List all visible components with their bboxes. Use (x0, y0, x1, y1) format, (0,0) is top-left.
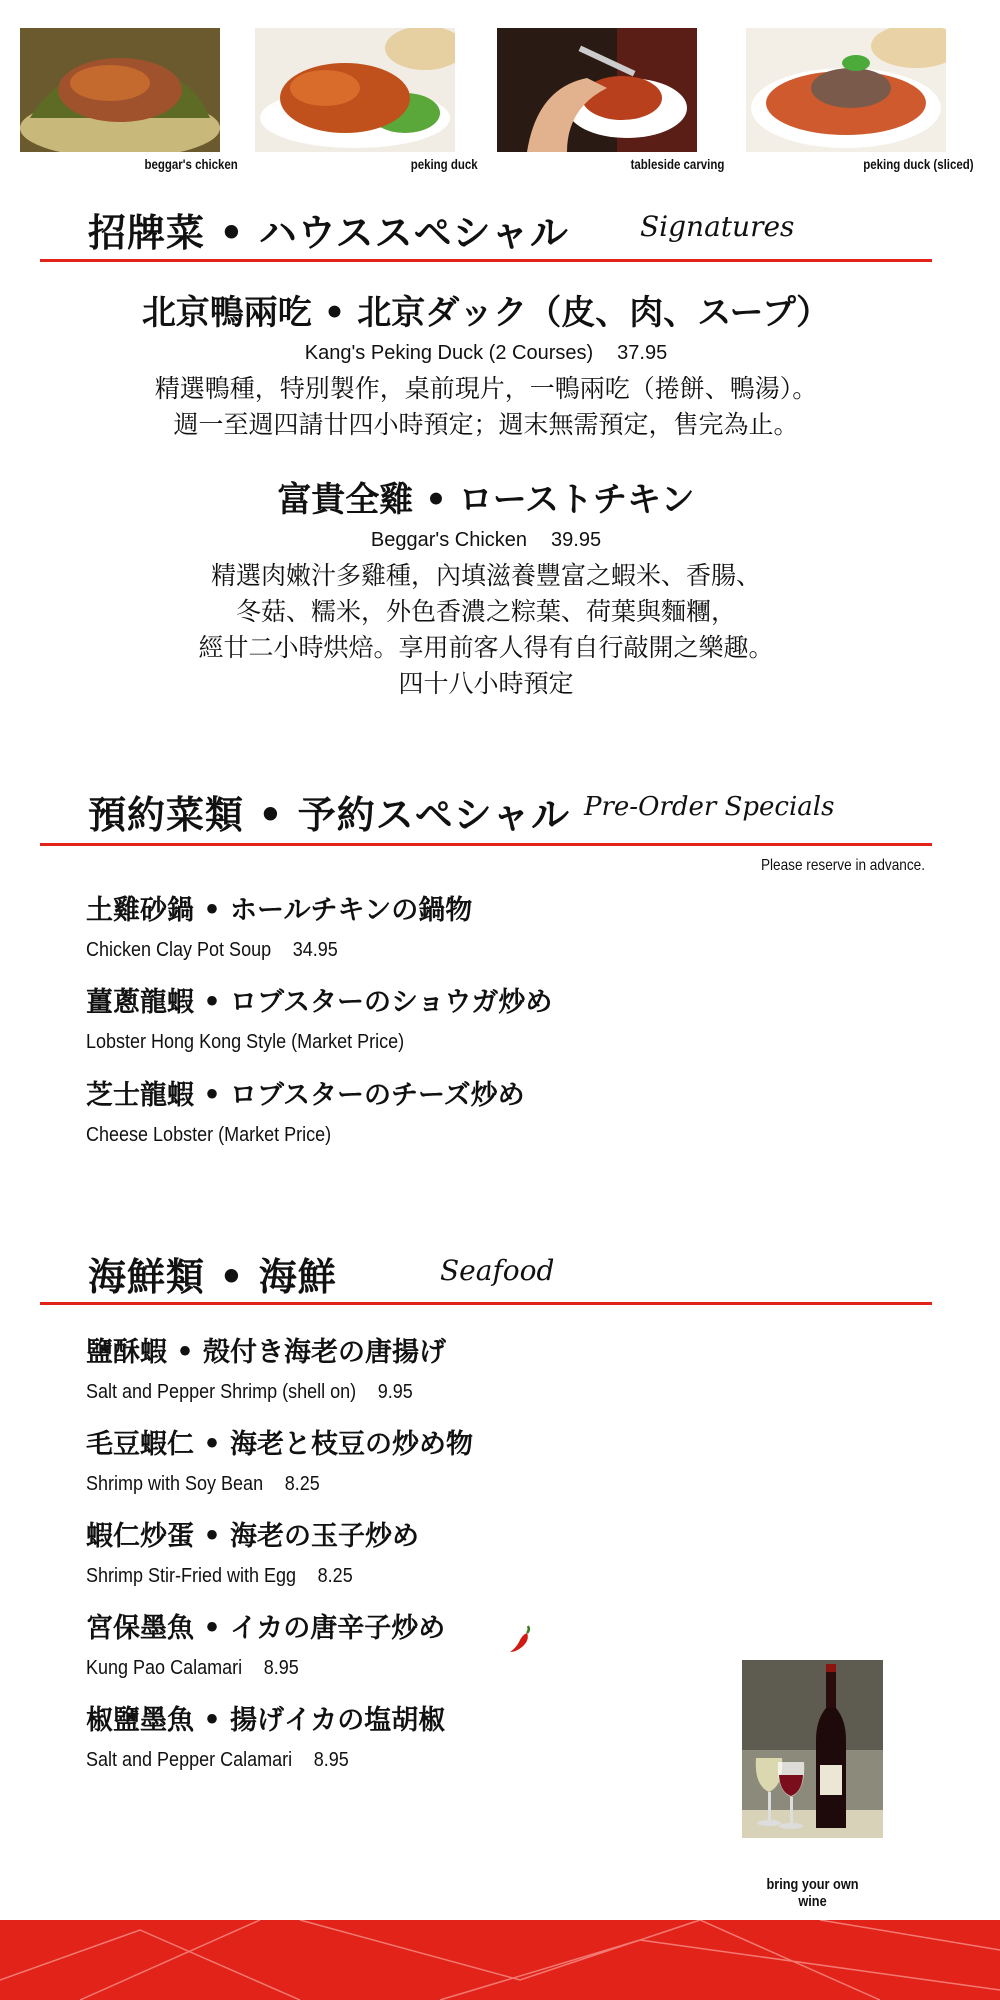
section-title-cn: 招牌菜 • ハウススペシャル (88, 210, 569, 255)
chili-pepper-icon (508, 1624, 534, 1654)
item-name: Salt and Pepper Calamari (86, 1749, 293, 1771)
beggars-chicken-photo (20, 28, 220, 152)
section-title-en: Signatures (640, 210, 795, 243)
menu-item (86, 888, 472, 962)
menu-item (86, 1514, 419, 1588)
menu-dish (40, 285, 932, 443)
item-name-cn: 蝦仁炒蛋 • 海老の玉子炒め (86, 1521, 420, 1552)
photo-caption: beggar's chicken (144, 156, 238, 172)
seafood-heading (88, 1246, 555, 1301)
item-name-en (86, 1749, 409, 1772)
item-name-cn: 土雞砂鍋 • ホールチキンの鍋物 (86, 895, 473, 926)
item-name-en (86, 1031, 506, 1054)
item-name-en (86, 1565, 386, 1588)
item-name-cn: 芝士龍蝦 • ロブスターのチーズ炒め (86, 1080, 525, 1111)
desc-line: 精選鴨種，特別製作，桌前現片，一鴨兩吃（捲餅、鴨湯）。 (154, 374, 818, 403)
dish-description (40, 558, 932, 702)
menu-item (86, 1606, 445, 1680)
item-name: Kung Pao Calamari (86, 1657, 243, 1679)
footer-pattern (0, 1920, 1000, 2000)
dish-name: Kang's Peking Duck (2 Courses) (304, 342, 594, 364)
item-name-cn: 宮保墨魚 • イカの唐辛子炒め (86, 1613, 446, 1644)
photo-row (20, 28, 980, 178)
footer-band (0, 1920, 1000, 2000)
menu-item (86, 1698, 445, 1772)
item-name-en (86, 939, 434, 962)
dish-price: 39.95 (551, 529, 602, 551)
desc-line: 四十八小時預定 (398, 669, 574, 698)
wine-caption: bring your own wine (766, 1876, 859, 1910)
item-name-cn: 毛豆蝦仁 • 海老と枝豆の炒め物 (86, 1429, 474, 1460)
wine-photo (742, 1660, 883, 1838)
photo-caption: peking duck (sliced) (863, 156, 974, 172)
tableside-carving-photo (497, 28, 697, 152)
item-price: 8.95 (313, 1749, 349, 1771)
section-title-cn: 預約菜類 • 予約スペシャル (88, 792, 570, 837)
section-title-cn: 海鮮類 • 海鮮 (88, 1254, 337, 1299)
photo-caption: peking duck (411, 156, 478, 172)
desc-line: 週一至週四請廿四小時預定；週末無需預定，售完為止。 (173, 410, 799, 439)
dish-price: 37.95 (617, 342, 668, 364)
peking-duck-sliced-photo (746, 28, 946, 152)
dish-english (40, 529, 932, 552)
dish-english (40, 342, 932, 365)
dish-name: Beggar's Chicken (370, 529, 528, 551)
item-price: 8.25 (284, 1473, 320, 1495)
item-name-cn: 椒鹽墨魚 • 揚げイカの塩胡椒 (86, 1705, 446, 1736)
item-name: Shrimp Stir-Fried with Egg (86, 1565, 297, 1587)
section-title-en: Pre-Order Specials (584, 792, 835, 822)
menu-item (86, 1330, 449, 1404)
menu-item (86, 1422, 473, 1496)
item-price: 8.25 (317, 1565, 353, 1587)
item-name-en (86, 1124, 481, 1147)
item-name-cn: 薑蔥龍蝦 • ロブスターのショウガ炒め (86, 987, 553, 1018)
section-title-en: Seafood (440, 1254, 555, 1287)
item-name-en (86, 1657, 409, 1680)
menu-item (86, 980, 552, 1054)
item-name-en (86, 1473, 434, 1496)
item-name: Lobster Hong Kong Style (Market Price) (86, 1031, 405, 1053)
peking-duck-photo (255, 28, 455, 152)
item-name: Shrimp with Soy Bean (86, 1473, 264, 1495)
item-name: Salt and Pepper Shrimp (shell on) (86, 1381, 357, 1403)
item-price: 8.95 (263, 1657, 299, 1679)
photo-caption: tableside carving (630, 156, 724, 172)
item-price: 9.95 (377, 1381, 413, 1403)
desc-line: 經廿二小時烘焙。享用前客人得有自行敲開之樂趣。 (198, 633, 774, 662)
preorder-heading (88, 784, 835, 839)
dish-description (40, 371, 932, 443)
item-name-en (86, 1381, 413, 1404)
section-divider (40, 843, 932, 846)
signatures-heading (88, 202, 795, 257)
dish-title: 北京鴨兩吃 • 北京ダック（皮、肉、スープ） (141, 293, 831, 333)
desc-line: 冬菇、糯米，外色香濃之粽葉、荷葉與麵糰， (235, 597, 736, 626)
section-divider (40, 1302, 932, 1305)
item-name: Chicken Clay Pot Soup (86, 939, 272, 961)
menu-item (86, 1073, 525, 1147)
reserve-note: Please reserve in advance. (760, 857, 925, 874)
dish-title: 富貴全雞 • ローストチキン (277, 480, 695, 520)
menu-dish (40, 472, 932, 702)
item-name: Cheese Lobster (Market Price) (86, 1124, 332, 1146)
item-name-cn: 鹽酥蝦 • 殻付き海老の唐揚げ (86, 1337, 447, 1368)
desc-line: 精選肉嫩汁多雞種，內填滋養豐富之蝦米、香腸、 (210, 561, 761, 590)
item-price: 34.95 (292, 939, 338, 961)
section-divider (40, 259, 932, 262)
